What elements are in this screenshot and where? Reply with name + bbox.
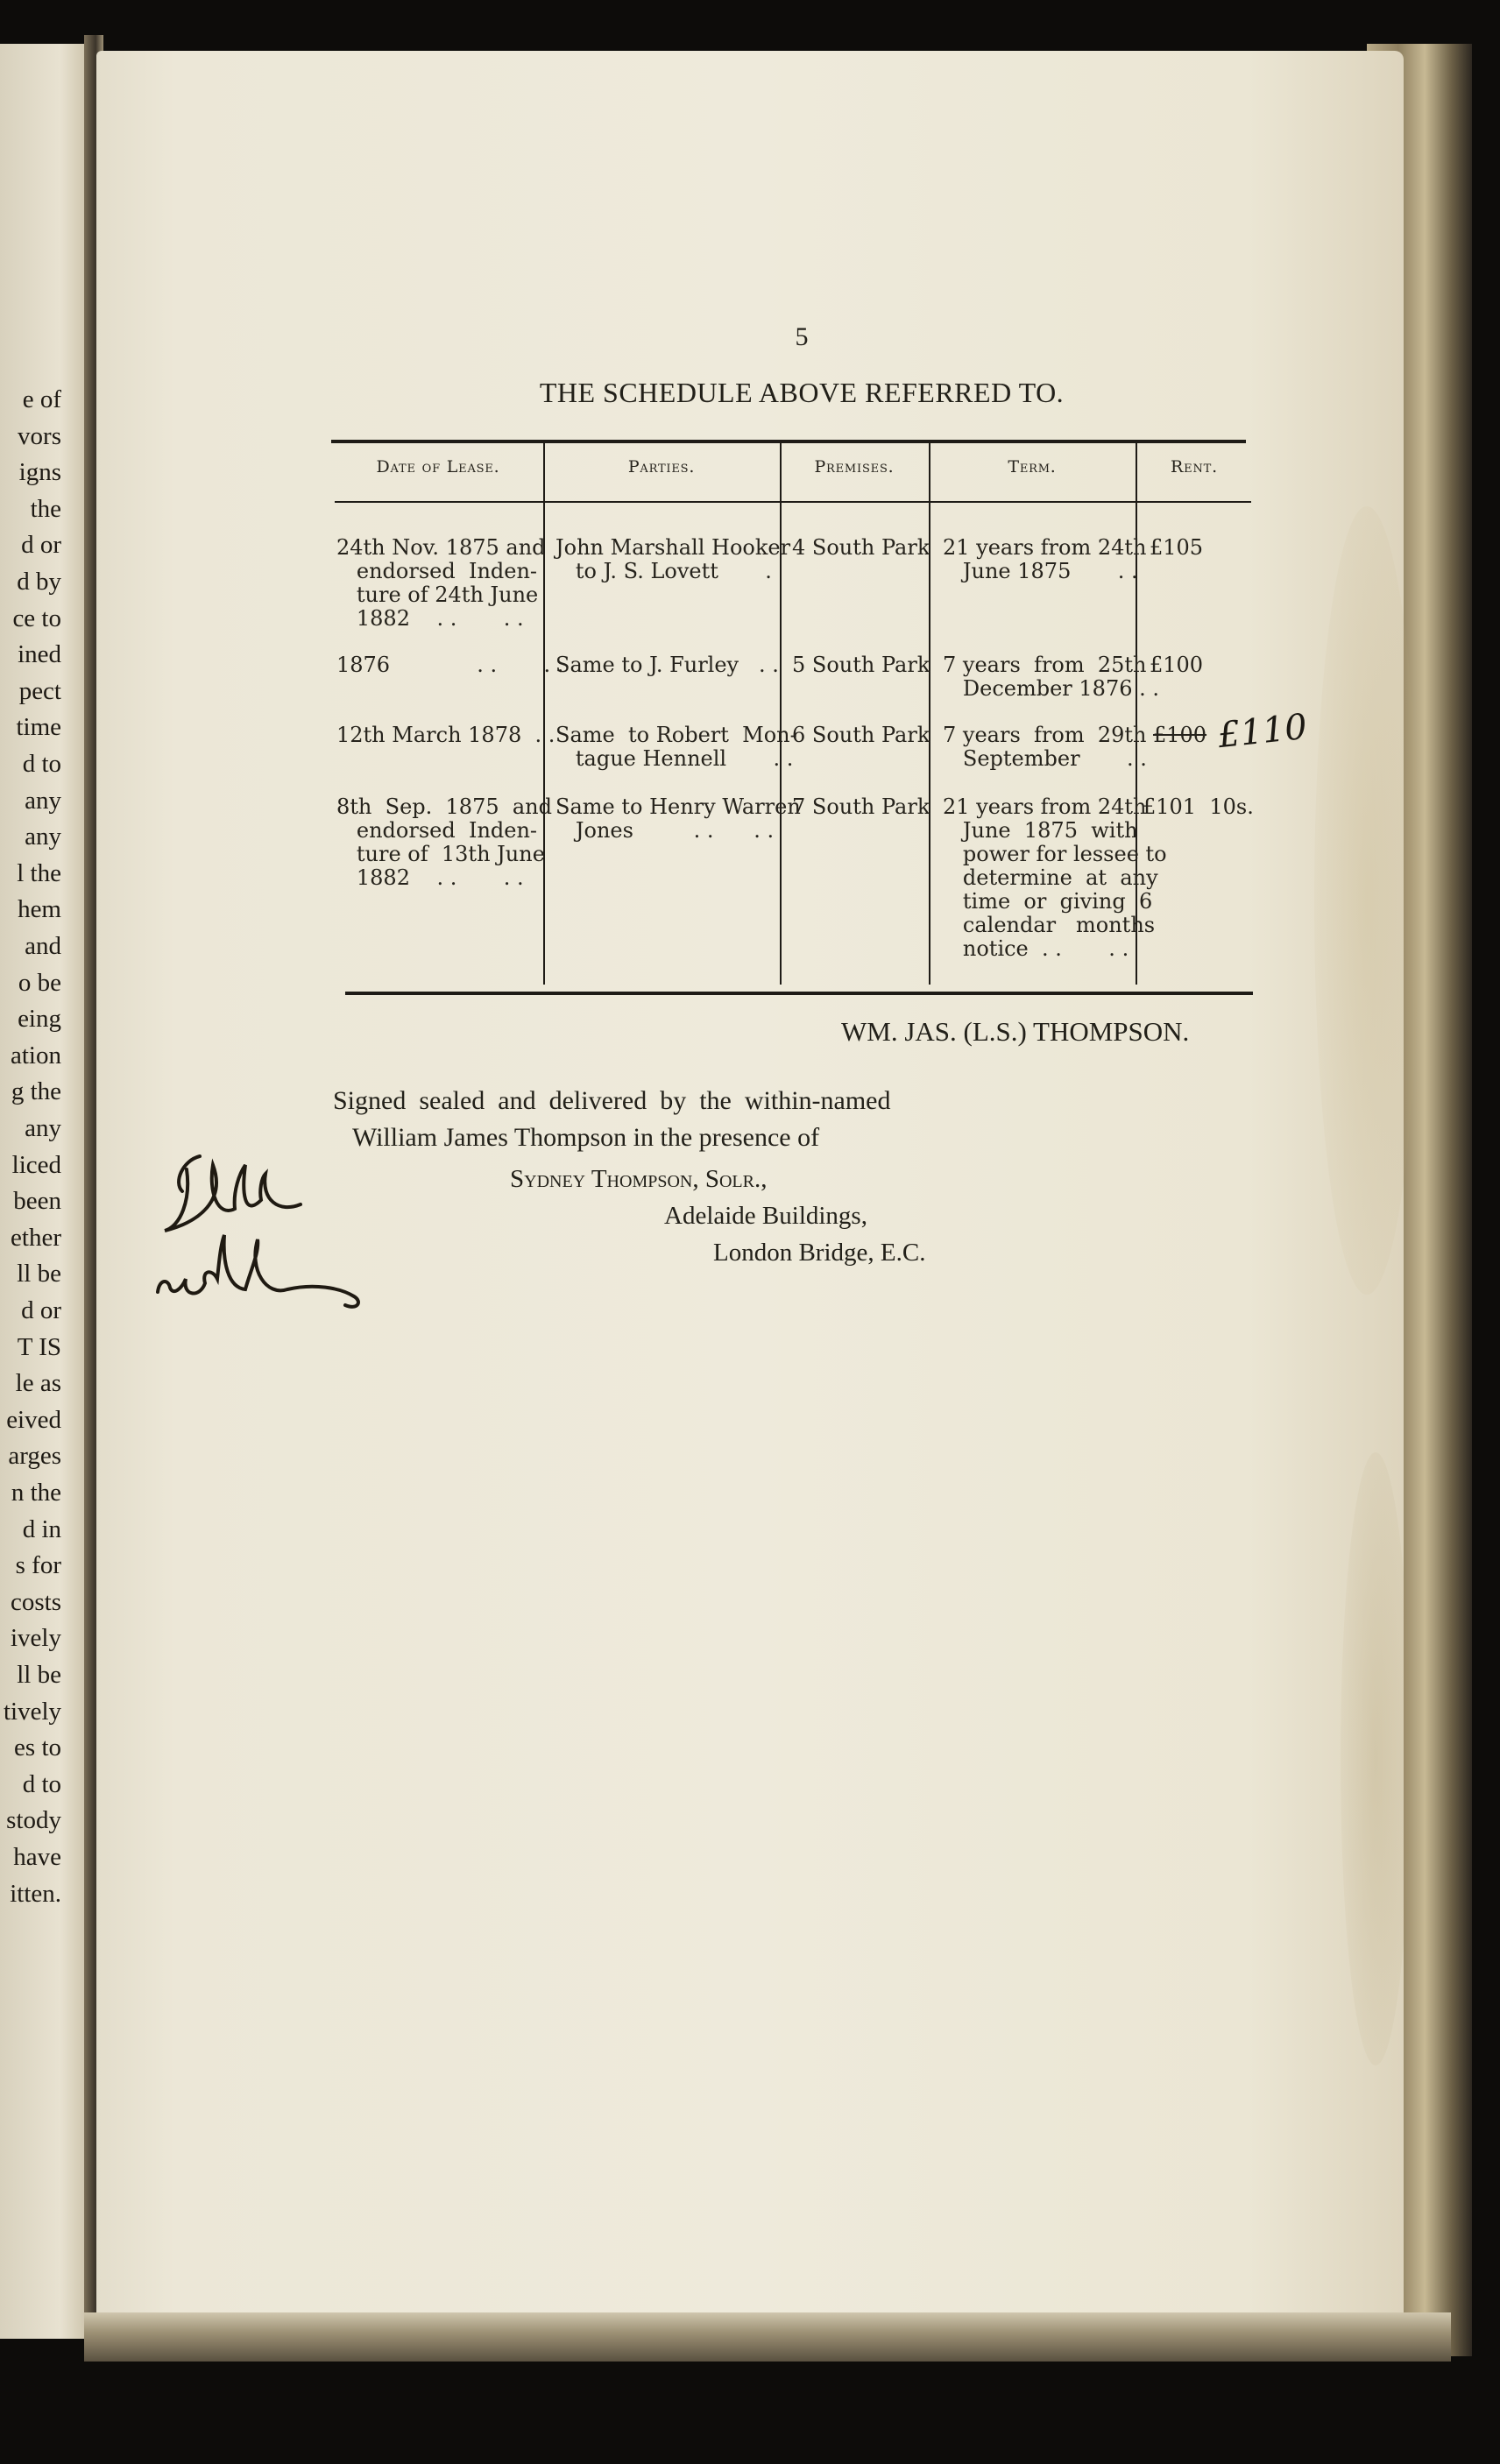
left-page-line: itten. (10, 1879, 61, 1908)
column-divider (543, 443, 545, 985)
left-page-line: g the (11, 1077, 61, 1106)
marginal-initials-signature (147, 1139, 375, 1340)
column-divider (780, 443, 782, 985)
row1-date: 24th Nov. 1875 and endorsed Inden- ture of 24th June 1882 . . . . (336, 535, 546, 631)
left-page-line: d in (22, 1514, 61, 1543)
witness-name: Sydney Thompson, Solr., (510, 1165, 768, 1193)
left-page-line: s for (15, 1551, 61, 1580)
header-bottom-rule (335, 501, 1251, 503)
header-term: Term. (1008, 457, 1057, 477)
left-page-line: vors (18, 421, 61, 450)
left-page-line: ce to (12, 604, 61, 632)
left-page-line: arges (8, 1442, 61, 1471)
left-page-line: the (30, 494, 61, 523)
left-page-line: and (25, 932, 61, 960)
header-date-of-lease: Date of Lease. (376, 457, 500, 477)
left-page-line: ation (11, 1041, 61, 1070)
executed-signature-line: WM. JAS. (L.S.) THOMPSON. (841, 1016, 1190, 1047)
row3-parties: Same to Robert Mon- tague Hennell . . (555, 723, 797, 771)
row3-rent-handwritten: £110 (1215, 706, 1309, 757)
row3-date: 12th March 1878 . . (336, 723, 555, 747)
left-page-line: stody (6, 1806, 61, 1835)
left-page-line: ively (11, 1624, 61, 1653)
row1-parties: John Marshall Hooker to J. S. Lovett . (555, 535, 791, 583)
row4-term: 21 years from 24th June 1875 with power for lessee to determine at any time or giving 6 calendar months notice . . . . (943, 794, 1167, 961)
left-page-line: liced (11, 1150, 61, 1179)
row2-term: 7 years from 25th December 1876 . . (943, 653, 1159, 701)
left-page-line: been (13, 1187, 61, 1216)
left-page-line: ether (11, 1223, 61, 1252)
left-page-line: e of (22, 385, 61, 413)
row3-premises: 6 South Park (792, 723, 930, 747)
left-page-line: es to (14, 1733, 61, 1762)
left-page-line: ll be (17, 1661, 61, 1689)
left-page-line: d or (21, 531, 61, 560)
row4-date: 8th Sep. 1875 and endorsed Inden- ture of 13th June 1882 . . . . (336, 794, 552, 890)
left-page-line: time (16, 713, 61, 742)
row1-rent: £105 (1150, 535, 1204, 560)
table-bottom-rule (345, 992, 1253, 995)
row2-parties: Same to J. Furley . . (555, 653, 779, 677)
left-page-line: have (13, 1843, 61, 1871)
left-page-line: d to (22, 1769, 61, 1798)
row1-premises: 4 South Park (792, 535, 930, 560)
left-page-line: any (25, 1114, 61, 1142)
left-page-line: costs (11, 1587, 61, 1616)
witness-address-line-1: Adelaide Buildings, (664, 1202, 867, 1230)
left-page-line: ll be (17, 1260, 61, 1288)
left-page-line: hem (18, 895, 61, 924)
row3-term: 7 years from 29th September . . (943, 723, 1147, 771)
header-rent: Rent. (1171, 457, 1218, 477)
row4-rent: £101 10s. (1143, 794, 1254, 819)
row4-parties: Same to Henry Warren Jones . . . . (555, 794, 801, 843)
left-page-line: eing (18, 1005, 61, 1034)
left-page-line: igns (18, 458, 61, 487)
row4-premises: 7 South Park (792, 794, 930, 819)
left-page-line: d to (22, 750, 61, 778)
row2-rent: £100 (1150, 653, 1204, 677)
header-premises: Premises. (814, 457, 895, 477)
row2-premises: 5 South Park (792, 653, 930, 677)
left-page-line: l the (17, 858, 61, 887)
schedule-title: THE SCHEDULE ABOVE REFERRED TO. (539, 377, 1065, 408)
left-page-line: d by (17, 568, 61, 596)
left-page-line: d or (21, 1296, 61, 1324)
left-page-line: eived (6, 1405, 61, 1434)
page-bottom-edge (84, 2312, 1451, 2362)
left-page-line: any (25, 823, 61, 851)
witness-address-line-2: London Bridge, E.C. (713, 1239, 926, 1267)
left-page-line: pect (18, 676, 61, 705)
left-page-line: o be (18, 968, 61, 997)
left-page-line: T IS (17, 1332, 61, 1361)
attestation-clause: Signed sealed and delivered by the within-named William James Thompson in the presence of (333, 1086, 891, 1152)
left-page-line: ined (18, 640, 61, 669)
row2-date: 1876 . . . . (336, 653, 564, 677)
page-number: 5 (795, 322, 809, 351)
left-page-line: any (25, 786, 61, 815)
left-page-line: tively (3, 1697, 61, 1726)
left-page-line: n the (11, 1479, 61, 1507)
row3-rent-struck: £100 (1153, 723, 1207, 747)
table-top-rule (331, 440, 1246, 443)
column-divider (929, 443, 930, 985)
header-parties: Parties. (627, 457, 696, 477)
row1-term: 21 years from 24th June 1875 . . (943, 535, 1147, 583)
left-page-line: le as (15, 1369, 61, 1398)
